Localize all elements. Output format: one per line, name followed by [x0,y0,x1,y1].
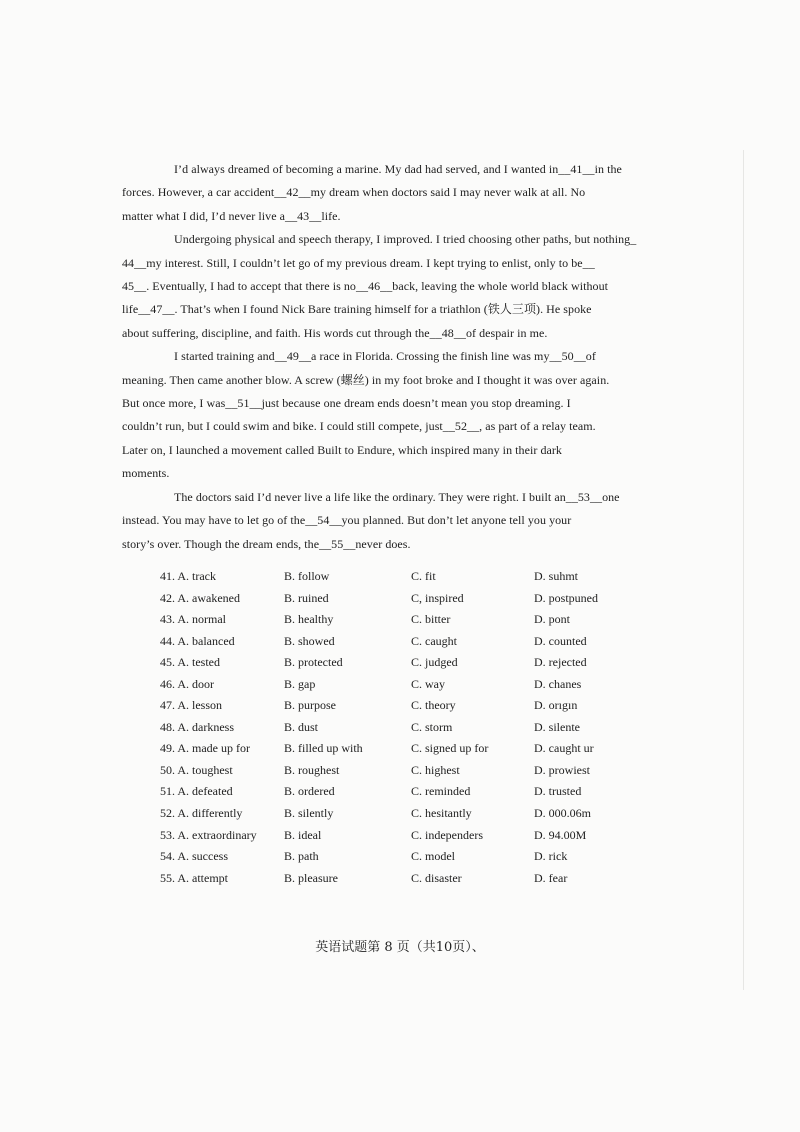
option-row [160,806,620,828]
option-row [160,828,620,850]
option-a: 48. A. darkness [160,719,234,734]
passage-line: meaning. Then came another blow. A screw (螺丝) in my foot broke and I thought it was over again. [122,372,610,387]
option-d: D. chanes [534,676,582,691]
paragraph-2 [122,228,644,345]
option-b: B. follow [284,569,330,583]
option-b: B. ordered [284,784,335,799]
option-row [160,698,620,720]
option-d: D. 94.00M [534,827,587,842]
passage-line: Later on, I launched a movement called Built to Endure, which inspired many in their dark [122,442,562,457]
passage-line: I’d always dreamed of becoming a marine. My dad had served, and I wanted in__41__in the [174,162,622,176]
option-c: C. hesitantly [411,806,472,821]
paragraph-3 [122,345,644,485]
option-c: C. caught [411,633,457,648]
passage-line: moments. [122,466,170,481]
option-b: B. protected [284,655,343,670]
passage-line: 45__. Eventually, I had to accept that there is no__46__back, leaving the whole world black without [122,279,609,294]
option-d: D. counted [534,633,587,648]
passage-line: couldn’t run, but I could swim and bike. I could still compete, just__52__, as part of a relay team. [122,419,596,434]
scan-edge-line [743,150,744,990]
option-a: 46. A. door [160,676,214,691]
option-row [160,677,620,699]
option-c: C. disaster [411,870,462,885]
option-d: D. postpuned [534,590,598,605]
answer-options [160,569,620,892]
option-c: C. bitter [411,612,451,627]
option-row [160,849,620,871]
option-c: C. storm [411,719,453,734]
option-c: C, inspired [411,590,464,605]
option-row [160,569,620,591]
option-b: B. ideal [284,827,322,842]
option-row [160,720,620,742]
option-a: 52. A. differently [160,806,243,821]
option-row [160,763,620,785]
option-a: 55. A. attempt [160,870,228,885]
passage-line: life__47__. That’s when I found Nick Bare training himself for a triathlon (铁人三项). He spoke [122,302,592,317]
option-b: B. filled up with [284,741,363,756]
option-c: C. theory [411,698,456,713]
option-row [160,871,620,893]
option-a: 43. A. normal [160,612,226,627]
option-d: D. pont [534,612,570,627]
option-c: C. independers [411,827,483,842]
page-footer: 英语试题第 8 页（共10页）、 [315,940,485,955]
option-d: D. prowiest [534,762,590,777]
passage-line: about suffering, discipline, and faith. His words cut through the__48__of despair in me. [122,325,548,340]
option-b: B. purpose [284,698,336,713]
option-d: D. orıgın [534,698,578,713]
option-a: 44. A. balanced [160,633,235,648]
option-row [160,784,620,806]
option-a: 50. A. toughest [160,762,233,777]
option-b: B. path [284,849,319,864]
option-d: D. rick [534,849,568,864]
option-row [160,612,620,634]
passage-line: instead. You may have to let go of the__54__you planned. But don’t let anyone tell you your [122,513,572,528]
option-a: 42. A. awakened [160,590,240,605]
passage-line: But once more, I was__51__just because one dream ends doesn’t mean you stop dreaming. I [122,396,571,411]
option-a: 49. A. made up for [160,741,250,756]
option-c: C. way [411,676,445,691]
option-b: B. healthy [284,612,334,627]
option-c: C. fit [411,569,436,583]
option-a: 47. A. lesson [160,698,223,713]
option-a: 54. A. success [160,849,228,864]
passage-line: story’s over. Though the dream ends, the__55__never does. [122,536,411,551]
option-d: D. rejected [534,655,587,670]
option-a: 51. A. defeated [160,784,233,799]
passage-line: The doctors said I’d never live a life like the ordinary. They were right. I built an__53__one [174,489,620,504]
passage-line: I started training and__49__a race in Florida. Crossing the finish line was my__50__of [174,349,596,364]
option-b: B. pleasure [284,870,338,885]
option-d: D. caught ur [534,741,594,756]
option-a: 53. A. extraordinary [160,827,257,842]
option-row [160,741,620,763]
option-d: D. suhmt [534,569,579,583]
option-c: C. model [411,849,455,864]
option-a: 45. A. tested [160,655,220,670]
option-c: C. reminded [411,784,471,799]
option-a: 41. A. track [160,569,216,583]
option-c: C. signed up for [411,741,489,756]
option-b: B. ruined [284,590,329,605]
option-c: C. judged [411,655,458,670]
passage-line: Undergoing physical and speech therapy, I improved. I tried choosing other paths, but nothing_ [174,232,637,247]
option-b: B. roughest [284,762,340,777]
option-d: D. silente [534,719,580,734]
option-row [160,591,620,613]
passage-line: 44__my interest. Still, I couldn’t let go of my previous dream. I kept trying to enlist, only to be__ [122,255,595,270]
option-b: B. silently [284,806,334,821]
option-d: D. fear [534,870,568,885]
passage-line: matter what I did, I’d never live a__43__life. [122,208,341,223]
cloze-passage [122,158,644,556]
paragraph-1 [122,158,644,228]
option-c: C. highest [411,762,460,777]
option-row [160,634,620,656]
option-b: B. showed [284,633,335,648]
passage-line: forces. However, a car accident__42__my dream when doctors said I may never walk at all. No [122,185,586,200]
option-d: D. trusted [534,784,582,799]
paragraph-4 [122,486,644,556]
option-d: D. 000.06m [534,806,591,821]
option-b: B. dust [284,719,319,734]
option-b: B. gap [284,676,316,691]
option-row [160,655,620,677]
